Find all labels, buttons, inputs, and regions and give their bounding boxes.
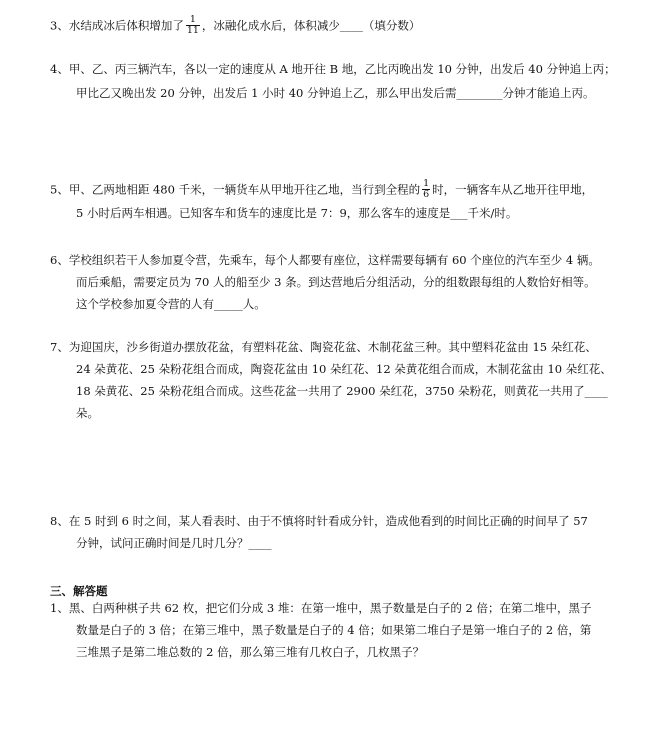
question-7-line-3: 18 朵黄花、25 朵粉花组合而成。这些花盆一共用了 2900 朵红花，3750 朵粉花，则黄花一共用了____ — [76, 384, 608, 398]
fraction-1-6 — [422, 179, 430, 200]
question-7-line-4: 朵。 — [76, 406, 99, 420]
question-4-line-2: 甲比乙又晚出发 20 分钟，出发后 1 小时 40 分钟追上乙，那么甲出发后需________分钟才能追上丙。 — [76, 86, 595, 100]
question-5-text-end: 时，一辆客车从乙地开往甲地， — [432, 182, 594, 197]
section-3-question-1-line-3: 三堆黑子是第二堆总数的 2 倍，那么第三堆有几枚白子，几枚黑子？ — [76, 645, 425, 659]
question-3-line-1 — [50, 16, 420, 37]
question-8-line-2: 分钟，试问正确时间是几时几分？____ — [76, 536, 272, 550]
fraction-denominator: 11 — [186, 24, 199, 36]
fraction-1-11 — [186, 15, 200, 36]
section-3-question-1-line-2: 数量是白子的 3 倍；在第三堆中，黑子数量是白子的 4 倍；如果第二堆白子是第一堆白子的 2 倍，第 — [76, 623, 592, 637]
fraction-numerator: 1 — [186, 15, 200, 26]
question-6-line-3: 这个学校参加夏令营的人有_____人。 — [76, 297, 266, 311]
question-4-line-1: 4、甲、乙、丙三辆汽车，各以一定的速度从 A 地开往 B 地，乙比丙晚出发 10 分钟，出发后 40 分钟追上丙； — [50, 62, 616, 76]
fraction-numerator: 1 — [423, 178, 430, 189]
question-6-line-2: 而后乘船，需要定员为 70 人的船至少 3 条。到达营地后分组活动，分的组数跟每组的人数恰好相等。 — [76, 275, 596, 289]
question-6-line-1: 6、学校组织若干人参加夏令营，先乘车，每个人都要有座位，这样需要每辆有 60 个座位的汽车至少 4 辆。 — [50, 253, 600, 267]
question-5-line-2: 5 小时后两车相遇。已知客车和货车的速度比是 7：9，那么客车的速度是___千米/时。 — [76, 206, 518, 220]
fraction-denominator: 6 — [423, 188, 430, 200]
question-5-line-1 — [50, 180, 593, 201]
question-7-line-1: 7、为迎国庆，沙乡街道办摆放花盆，有塑料花盆、陶瓷花盆、木制花盆三种。其中塑料花盆由 15 朵红花、 — [50, 340, 597, 354]
question-3-text-start: 3、水结成冰后体积增加了 — [50, 18, 184, 33]
section-3-title: 三、解答题 — [50, 584, 108, 598]
question-5-text-start: 5、甲、乙两地相距 480 千米，一辆货车从甲地开往乙地，当行到全程的 — [50, 182, 421, 197]
question-3-text-end: ，冰融化成水后，体积减少____（填分数） — [201, 18, 421, 33]
question-7-line-2: 24 朵黄花、25 朵粉花组合而成，陶瓷花盆由 10 朵红花、12 朵黄花组合而成，木制花盆由 10 朵红花、 — [76, 362, 612, 376]
section-3-question-1-line-1: 1、黑、白两种棋子共 62 枚，把它们分成 3 堆：在第一堆中，黑子数量是白子的 2 倍；在第二堆中，黑子 — [50, 601, 592, 615]
question-8-line-1: 8、在 5 时到 6 时之间，某人看表时、由于不慎将时针看成分针，造成他看到的时间比正确的时间早了 57 — [50, 514, 588, 528]
